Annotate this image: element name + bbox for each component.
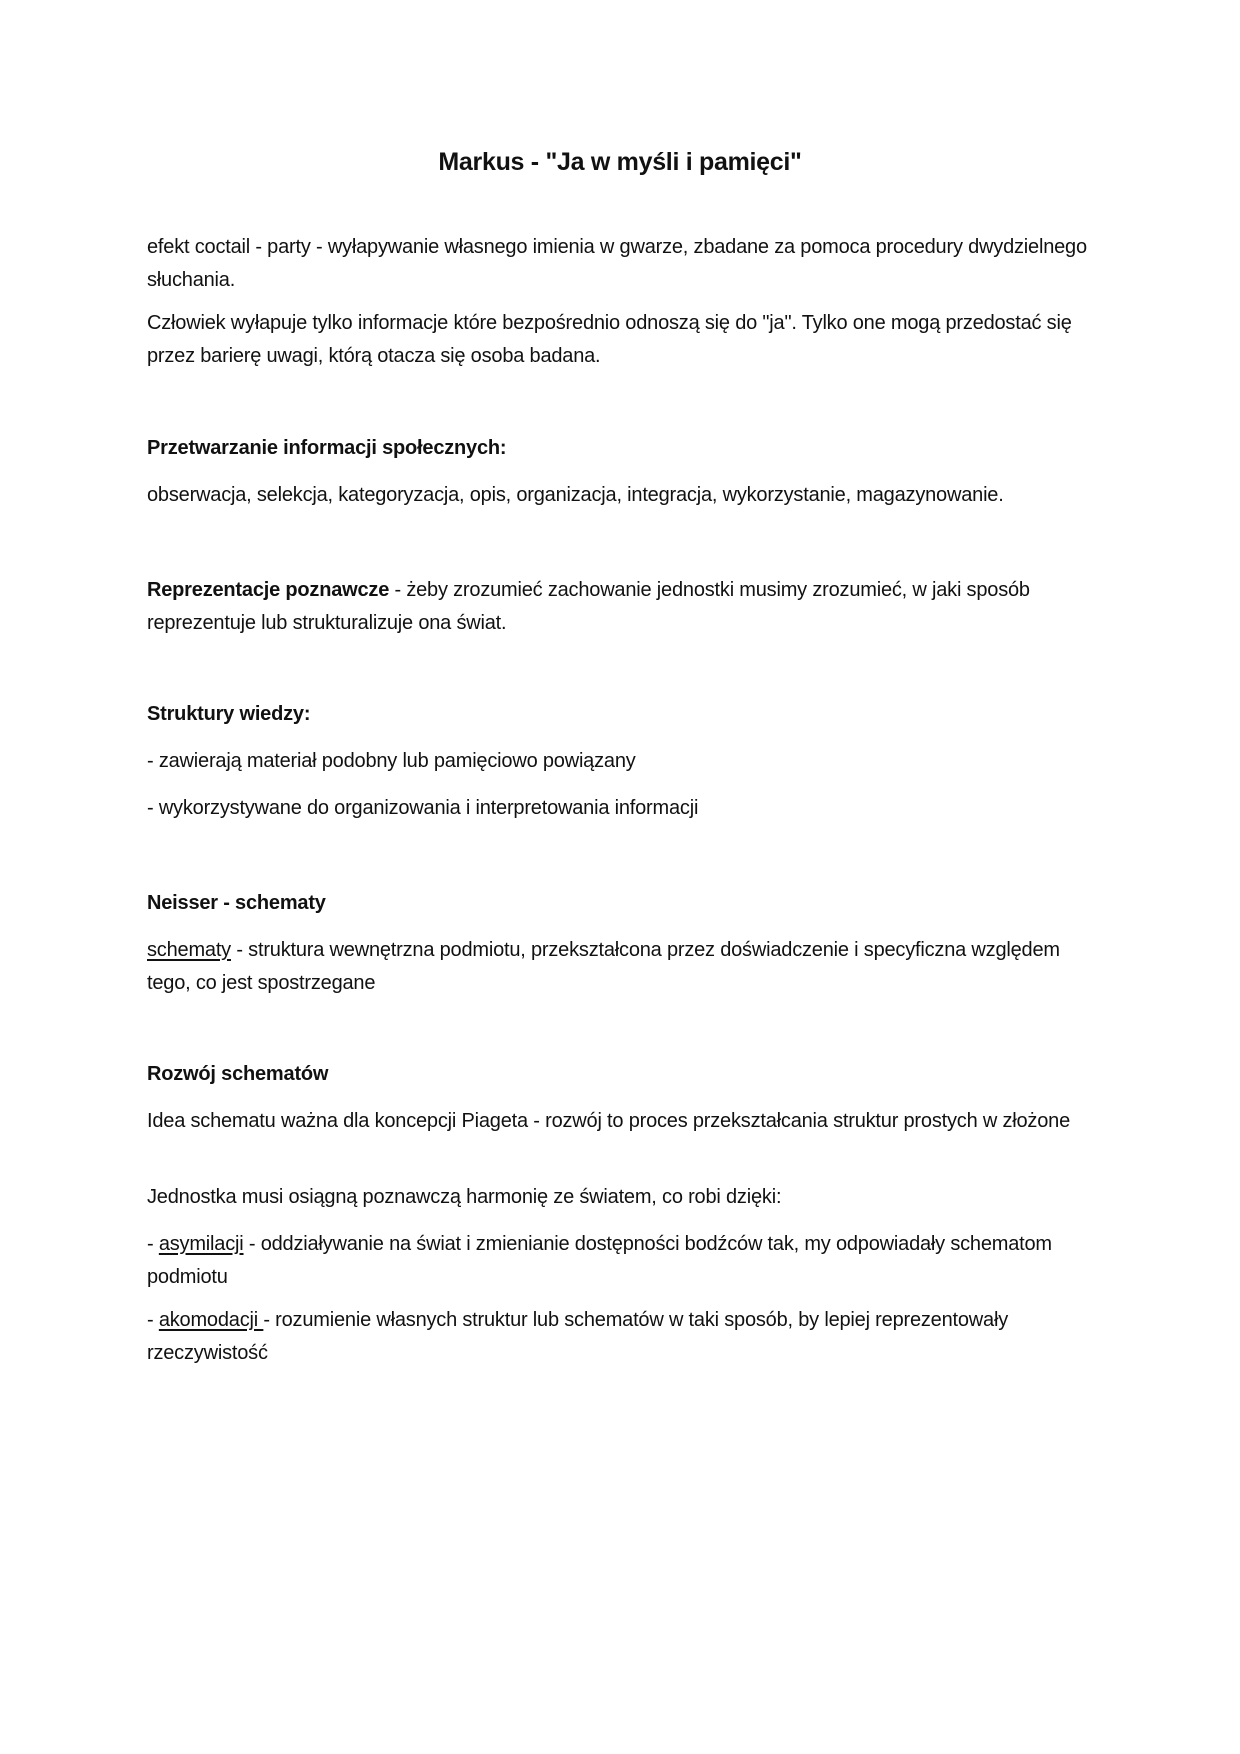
term-accommodation: akomodacji [158, 1309, 264, 1331]
term-cognitive-representations: Reprezentacje poznawcze [147, 579, 390, 601]
list-item-accommodation [147, 1304, 1107, 1370]
document-title: Markus - "Ja w myśli i pamięci" [438, 148, 802, 176]
paragraph-piaget: Idea schematu ważna dla koncepcji Piageta - rozwój to proces przekształcania struktur prostych w złożone [147, 1110, 1070, 1132]
list-item-knowledge-1: - zawierają materiał podobny lub pamięciowo powiązany [147, 750, 636, 772]
list-item-assimilation [147, 1228, 1107, 1294]
paragraph-self-relevance: Człowiek wyłapuje tylko informacje które bezpośrednio odnoszą się do "ja". Tylko one mogą przedostać się przez barierę uwagi, którą otacza się osoba badana. [147, 312, 1072, 367]
list-prefix: - [147, 1309, 159, 1331]
term-schemas: schematy [147, 939, 231, 961]
list-prefix: - [147, 1233, 159, 1255]
definition-schemas: - struktura wewnętrzna podmiotu, przekształcona przez doświadczenie i specyficzna względem tego, co jest spostrzegane [147, 939, 1060, 994]
paragraph-processing-stages: obserwacja, selekcja, kategoryzacja, opis, organizacja, integracja, wykorzystanie, magazynowanie. [147, 484, 1004, 506]
list-item-knowledge-2: - wykorzystywane do organizowania i interpretowania informacji [147, 797, 699, 819]
paragraph-cocktail-party: efekt coctail - party - wyłapywanie własnego imienia w gwarze, zbadane za pomoca procedury dwydzielnego słuchania. [147, 236, 1087, 291]
definition-cognitive-representations: - żeby zrozumieć zachowanie jednostki musimy zrozumieć, w jaki sposób reprezentuje lub strukturalizuje ona świat. [147, 579, 1030, 634]
paragraph-schema-definition [147, 934, 1107, 1000]
definition-assimilation: - oddziaływanie na świat i zmienianie dostępności bodźców tak, my odpowiadały schematom podmiotu [147, 1233, 1052, 1288]
heading-social-information-processing: Przetwarzanie informacji społecznych: [147, 437, 507, 459]
term-assimilation: asymilacji [158, 1233, 244, 1255]
heading-schema-development: Rozwój schematów [147, 1063, 329, 1085]
paragraph-cognitive-representations [147, 574, 1107, 640]
heading-neisser-schemas: Neisser - schematy [147, 892, 326, 914]
definition-accommodation: - rozumienie własnych struktur lub schematów w taki sposób, by lepiej reprezentowały rzeczywistość [147, 1309, 1009, 1364]
paragraph-cognitive-harmony: Jednostka musi osiągną poznawczą harmonię ze światem, co robi dzięki: [147, 1186, 782, 1208]
heading-knowledge-structures: Struktury wiedzy: [147, 703, 311, 725]
